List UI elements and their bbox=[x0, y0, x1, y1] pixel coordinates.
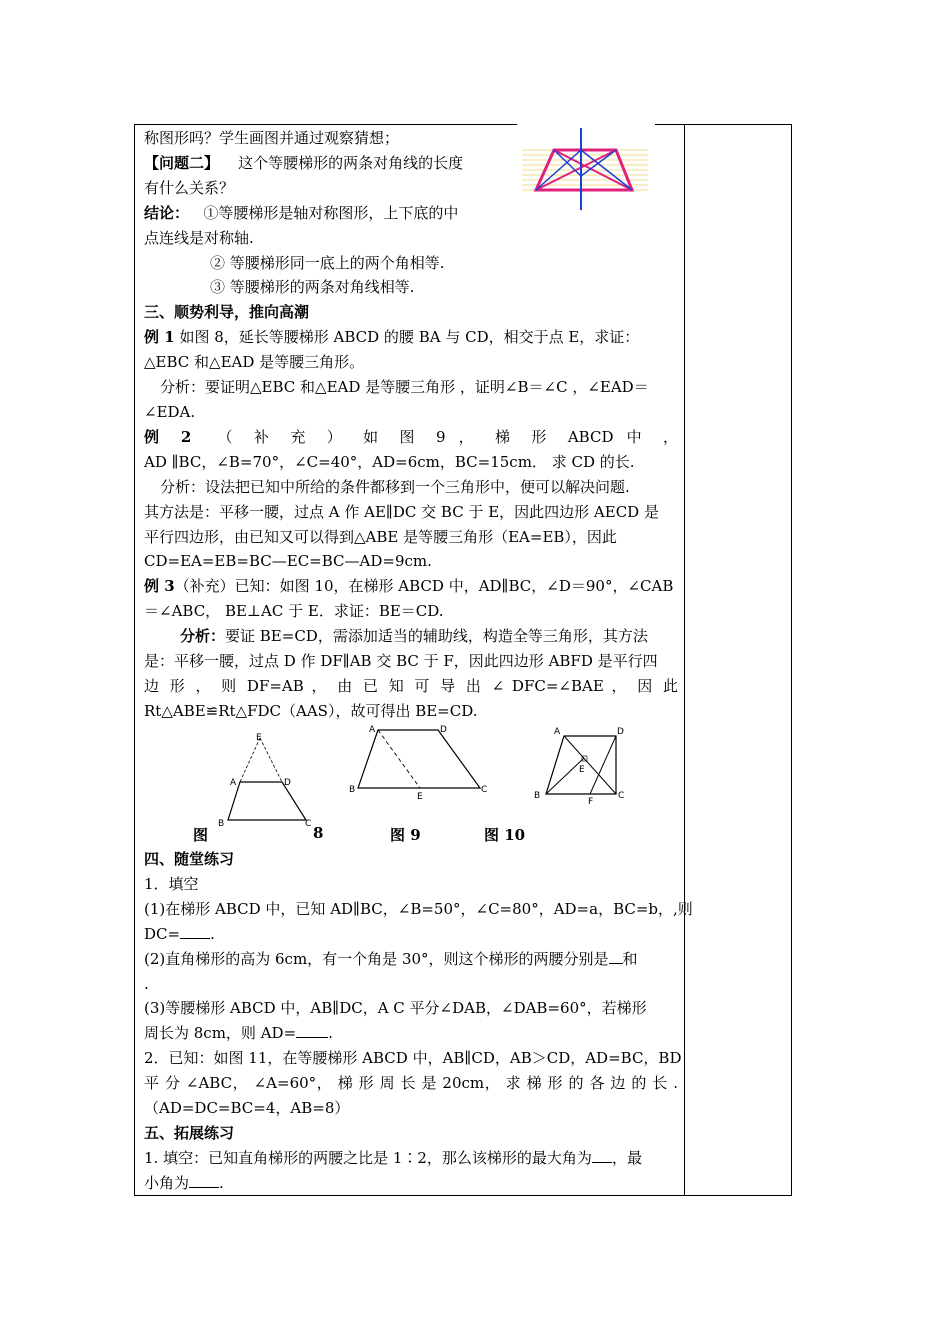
text-line: ∠EDA. bbox=[144, 402, 196, 421]
figure-10 bbox=[532, 722, 632, 806]
text-line: AD ∥BC，∠B=70°，∠C=40°，AD=6cm，BC=15cm． 求 CD 的长. bbox=[144, 452, 635, 471]
label-d: D bbox=[440, 725, 447, 735]
exercise-line: DC= . bbox=[144, 922, 678, 947]
lesson-content bbox=[144, 126, 678, 724]
example-two: 例 2 （ 补 充 ） 如 图 9 ， 梯 形 ABCD 中 ， bbox=[144, 427, 678, 446]
label-d: D bbox=[284, 778, 291, 788]
caption-fig10: 图 10 bbox=[484, 826, 526, 844]
example-one: 例 1 如图 8，延长等腰梯形 ABCD 的腰 BA 与 CD，相交于点 E，求证： bbox=[144, 328, 640, 347]
question-two: 【问题二】 这个等腰梯形的两条对角线的长度 bbox=[144, 153, 464, 172]
label-b: B bbox=[349, 785, 356, 795]
exercise-line: (2)直角梯形的高为 6cm，有一个角是 30°，则这个梯形的两腰分别是 和 bbox=[144, 947, 678, 972]
figure-9 bbox=[344, 720, 494, 804]
text-line: ＝∠ABC， BE⊥AC 于 E．求证：BE＝CD. bbox=[144, 602, 444, 621]
label-a: A bbox=[230, 778, 237, 788]
text-line: 点连线是对称轴. bbox=[144, 228, 254, 247]
label-c: C bbox=[618, 791, 625, 801]
label-a: A bbox=[369, 725, 376, 735]
label-e: E bbox=[417, 792, 423, 802]
label-c: C bbox=[305, 819, 312, 828]
label-b: B bbox=[218, 819, 225, 828]
label-c: C bbox=[481, 785, 488, 795]
text-line: △EBC 和△EAD 是等腰三角形。 bbox=[144, 353, 365, 372]
text-line: 是：平移一腰，过点 D 作 DF∥AB 交 BC 于 F，因此四边形 ABFD 是平行四 bbox=[144, 652, 658, 671]
conclusion-heading: 结论： ①等腰梯形是轴对称图形，上下底的中 bbox=[144, 203, 459, 222]
exercise-line: 平 分 ∠ABC， ∠A=60°， 梯 形 周 长 是 20cm， 求 梯 形 的 各 边 的 长 . bbox=[144, 1074, 678, 1093]
label-e: E bbox=[579, 765, 585, 775]
label-f: F bbox=[588, 797, 594, 806]
figure-8 bbox=[210, 732, 320, 828]
column-divider bbox=[684, 124, 685, 1196]
exercise-line: 1. 填空：已知直角梯形的两腰之比是 1∶2，那么该梯形的最大角为 ，最 bbox=[144, 1146, 678, 1171]
exercise-line: 周长为 8cm，则 AD= . bbox=[144, 1021, 678, 1046]
section-heading: 四、随堂练习 bbox=[144, 850, 235, 868]
section-heading: 三、顺势利导，推向高潮 bbox=[144, 303, 310, 322]
example-three: 例 3（补充）已知：如图 10，在梯形 ABCD 中，AD∥BC，∠D＝90°，∠CAB bbox=[144, 577, 674, 596]
caption-fig8-prefix: 图 bbox=[193, 826, 209, 844]
analysis-line: 分析：设法把已知中所给的条件都移到一个三角形中，便可以解决问题. bbox=[160, 477, 630, 496]
text-line: 1．填空 bbox=[144, 874, 199, 893]
analysis-line: 分析：要证明△EBC 和△EAD 是等腰三角形 ，证明∠B＝∠C ，∠EAD＝ bbox=[160, 378, 649, 397]
exercise-line: 2．已知：如图 11，在等腰梯形 ABCD 中，AB∥CD，AB＞CD，AD=BC，BD bbox=[144, 1049, 682, 1068]
exercise-line: (3)等腰梯形 ABCD 中，AB∥DC，A C 平分∠DAB，∠DAB=60°，若梯形 bbox=[144, 999, 647, 1018]
text-line: CD=EA=EB=BC—EC=BC—AD=9cm. bbox=[144, 552, 432, 571]
exercise-line: (1)在梯形 ABCD 中，已知 AD∥BC，∠B=50°，∠C=80°，AD=a，BC=b，,则 bbox=[144, 899, 693, 918]
text-line: 其方法是：平移一腰，过点 A 作 AE∥DC 交 BC 于 E，因此四边形 AECD 是 bbox=[144, 502, 659, 521]
exercise-line: 小角为 . bbox=[144, 1171, 678, 1196]
caption-fig9: 图 9 bbox=[390, 826, 421, 844]
analysis-line: 分析：要证 BE=CD，需添加适当的辅助线，构造全等三角形，其方法 bbox=[180, 627, 648, 646]
text-line: 有什么关系？ bbox=[144, 178, 235, 197]
section-heading: 五、拓展练习 bbox=[144, 1123, 235, 1142]
label-d: D bbox=[617, 727, 624, 737]
text-line: 称图形吗？学生画图并通过观察猜想； bbox=[144, 129, 400, 147]
practice-content bbox=[144, 847, 693, 1196]
conclusion-item: ② 等腰梯形同一底上的两个角相等. bbox=[210, 253, 445, 272]
label-a: A bbox=[554, 727, 561, 737]
text-line: Rt△ABE≌Rt△FDC（AAS），故可得出 BE=CD. bbox=[144, 701, 478, 720]
label-e: E bbox=[256, 733, 262, 743]
text-line: 边 形 ， 则 DF=AB ， 由 已 知 可 导 出 ∠ DFC=∠BAE ， 因 此 bbox=[144, 676, 678, 695]
text-line: . bbox=[144, 974, 149, 993]
text-line: 平行四边形，由已知又可以得到△ABE 是等腰三角形（EA=EB），因此 bbox=[144, 527, 617, 546]
label-b: B bbox=[534, 791, 541, 801]
conclusion-item: ③ 等腰梯形的两条对角线相等. bbox=[210, 278, 415, 297]
answer-line: （AD=DC=BC=4，AB=8） bbox=[144, 1099, 350, 1118]
caption-fig8-number: 8 bbox=[313, 824, 324, 842]
